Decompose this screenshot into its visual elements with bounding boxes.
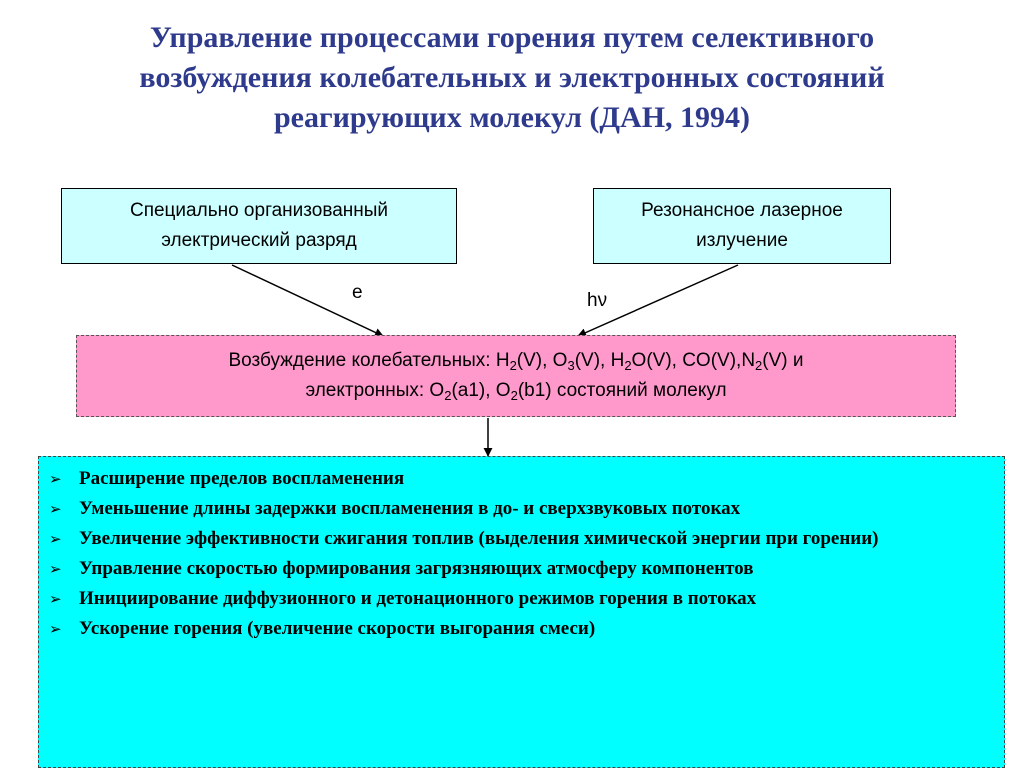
arrow-bullet-icon: ➢ [49,530,62,548]
box-text-line: Специально организованный [129,200,389,221]
arrow-bullet-icon: ➢ [49,470,62,488]
title-line: Управление процессами горения путем селективного [149,21,875,54]
list-item: ➢ Инициирование диффузионного и детонационного режимов горения в потоках [49,584,1004,614]
excitation-box [76,335,956,417]
arrow-bullet-icon: ➢ [49,620,62,638]
box-text-line: излучение [696,230,788,251]
photon-label: hν [587,290,608,311]
arrow-bullet-icon: ➢ [49,500,62,518]
list-item: ➢ Увеличение эффективности сжигания топлив (выделения химической энергии при горении) [49,524,1004,554]
electronic-states-line: электронных: $O_2(a1)$, $O_2(b1)$ состояний молекул [305,380,727,403]
arrow-bullet-icon: ➢ [49,590,62,608]
effects-box [38,456,1005,768]
title-line: реагирующих молекул (ДАН, 1994) [273,101,751,134]
list-item: ➢ Расширение пределов воспламенения [49,464,1004,494]
vibrational-states-line: Возбуждение колебательных: $H_2(V)$, $O_3(V)$, $H_2O(V)$, $CO(V),N_2(V)$ и [228,350,804,373]
list-item: ➢ Управление скоростью формирования загрязняющих атмосферу компонентов [49,554,1004,584]
arrow-bullet-icon: ➢ [49,560,62,578]
box-text-line: электрический разряд [161,230,357,251]
list-item: ➢ Уменьшение длины задержки воспламенения в до- и сверхзвуковых потоках [49,494,1004,524]
title-line: возбуждения колебательных и электронных состояний [139,61,885,94]
effects-list [49,464,1004,644]
electron-label: e [352,282,363,303]
list-item: ➢ Ускорение горения (увеличение скорости выгорания смеси) [49,614,1004,644]
box-text-line: Резонансное лазерное [641,200,843,221]
